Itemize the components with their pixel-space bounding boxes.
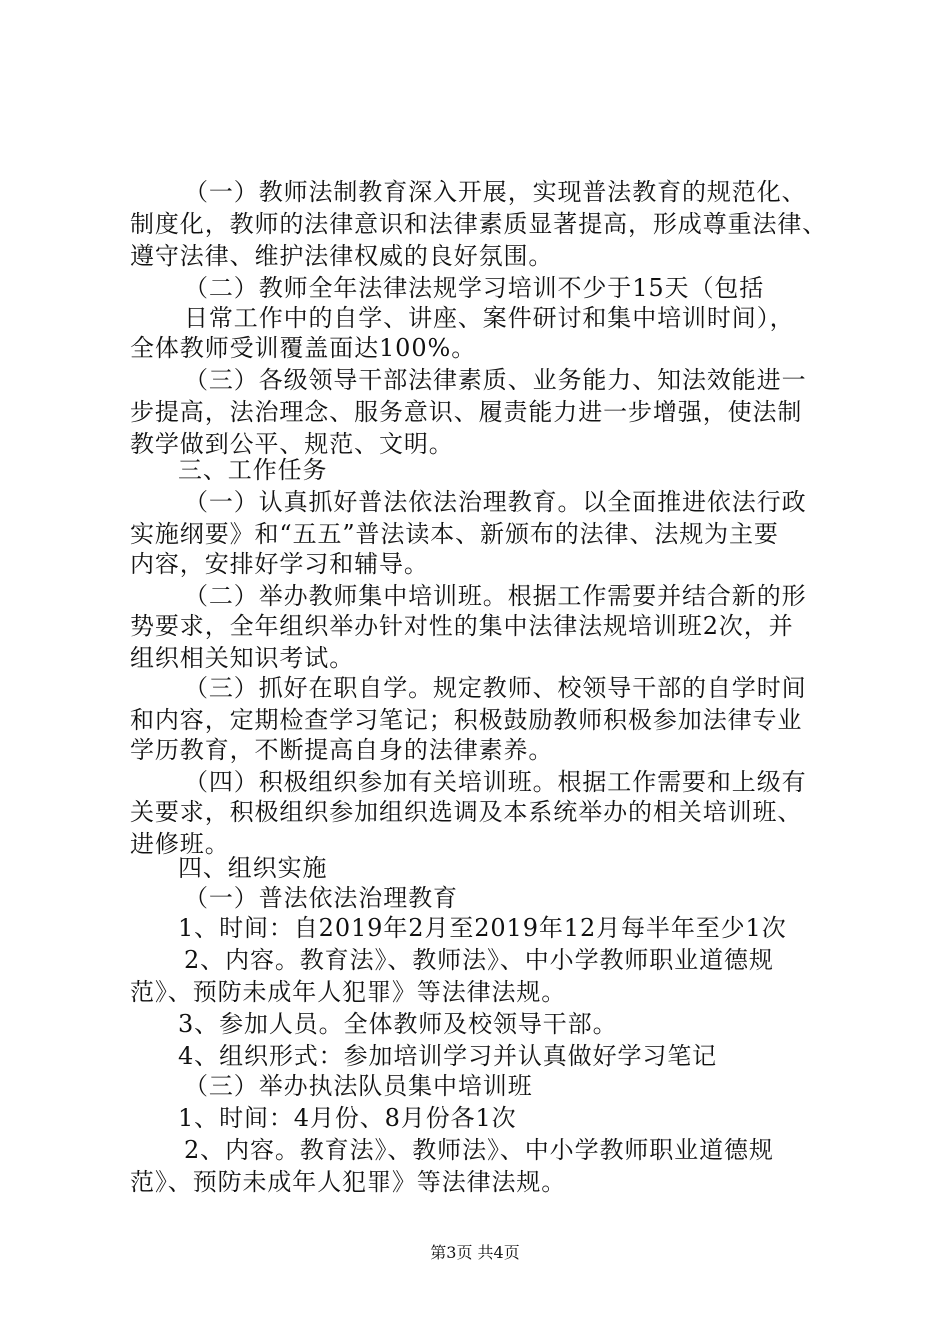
text-line: 实施纲要》和“五五”普法读本、新颁布的法律、法规为主要 bbox=[130, 520, 779, 548]
text-line: （一）认真抓好普法依法治理教育。以全面推进依法行政 bbox=[184, 488, 807, 516]
text-line: （一）教师法制教育深入开展，实现普法教育的规范化、 bbox=[184, 178, 807, 206]
subsection-heading: （三）举办执法队员集中培训班 bbox=[184, 1072, 533, 1100]
text-line: 2、内容。教育法》、教师法》、中小学教师职业道德规 bbox=[184, 946, 774, 974]
text-line: 内容，安排好学习和辅导。 bbox=[130, 550, 429, 578]
text-line: （三）各级领导干部法律素质、业务能力、知法效能进一 bbox=[184, 366, 807, 394]
text-line: 组织相关知识考试。 bbox=[130, 644, 355, 672]
text-line: 进修班。 bbox=[130, 830, 230, 858]
section-heading: 三、工作任务 bbox=[178, 456, 328, 484]
text-line: 制度化，教师的法律意识和法律素质显著提高，形成尊重法律、 bbox=[130, 210, 828, 238]
text-line: （四）积极组织参加有关培训班。根据工作需要和上级有 bbox=[184, 768, 807, 796]
text-line: 步提高，法治理念、服务意识、履责能力进一步增强，使法制 bbox=[130, 398, 803, 426]
text-line: 3、参加人员。全体教师及校领导干部。 bbox=[178, 1010, 618, 1038]
text-line: 和内容，定期检查学习笔记；积极鼓励教师积极参加法律专业 bbox=[130, 706, 803, 734]
text-line: 日常工作中的自学、讲座、案件研讨和集中培训时间）， bbox=[184, 304, 795, 332]
text-line: 2、内容。教育法》、教师法》、中小学教师职业道德规 bbox=[184, 1136, 774, 1164]
page-number-footer: 第3页 共4页 bbox=[430, 1243, 520, 1262]
text-line: 学历教育，不断提高自身的法律素养。 bbox=[130, 736, 554, 764]
text-line: 1、时间：4月份、8月份各1次 bbox=[178, 1104, 517, 1132]
text-line: 遵守法律、维护法律权威的良好氛围。 bbox=[130, 242, 554, 270]
section-heading: 四、组织实施 bbox=[178, 854, 328, 882]
text-line: 全体教师受训覆盖面达100%。 bbox=[130, 334, 477, 362]
text-line: 范》、预防未成年人犯罪》等法律法规。 bbox=[130, 1168, 567, 1196]
text-line: （三）抓好在职自学。规定教师、校领导干部的自学时间 bbox=[184, 674, 807, 702]
subsection-heading: （一）普法依法治理教育 bbox=[184, 884, 458, 912]
text-line: 1、时间：自2019年2月至2019年12月每半年至少1次 bbox=[178, 914, 787, 942]
text-line: 势要求，全年组织举办针对性的集中法律法规培训班2次，并 bbox=[130, 612, 794, 640]
text-line: 关要求，积极组织参加组织选调及本系统举办的相关培训班、 bbox=[130, 798, 803, 826]
text-line: 教学做到公平、规范、文明。 bbox=[130, 430, 454, 458]
text-line: （二）教师全年法律法规学习培训不少于15天（包括 bbox=[184, 274, 765, 302]
text-line: 范》、预防未成年人犯罪》等法律法规。 bbox=[130, 978, 567, 1006]
text-line: （二）举办教师集中培训班。根据工作需要并结合新的形 bbox=[184, 582, 807, 610]
text-line: 4、组织形式：参加培训学习并认真做好学习笔记 bbox=[178, 1042, 718, 1070]
